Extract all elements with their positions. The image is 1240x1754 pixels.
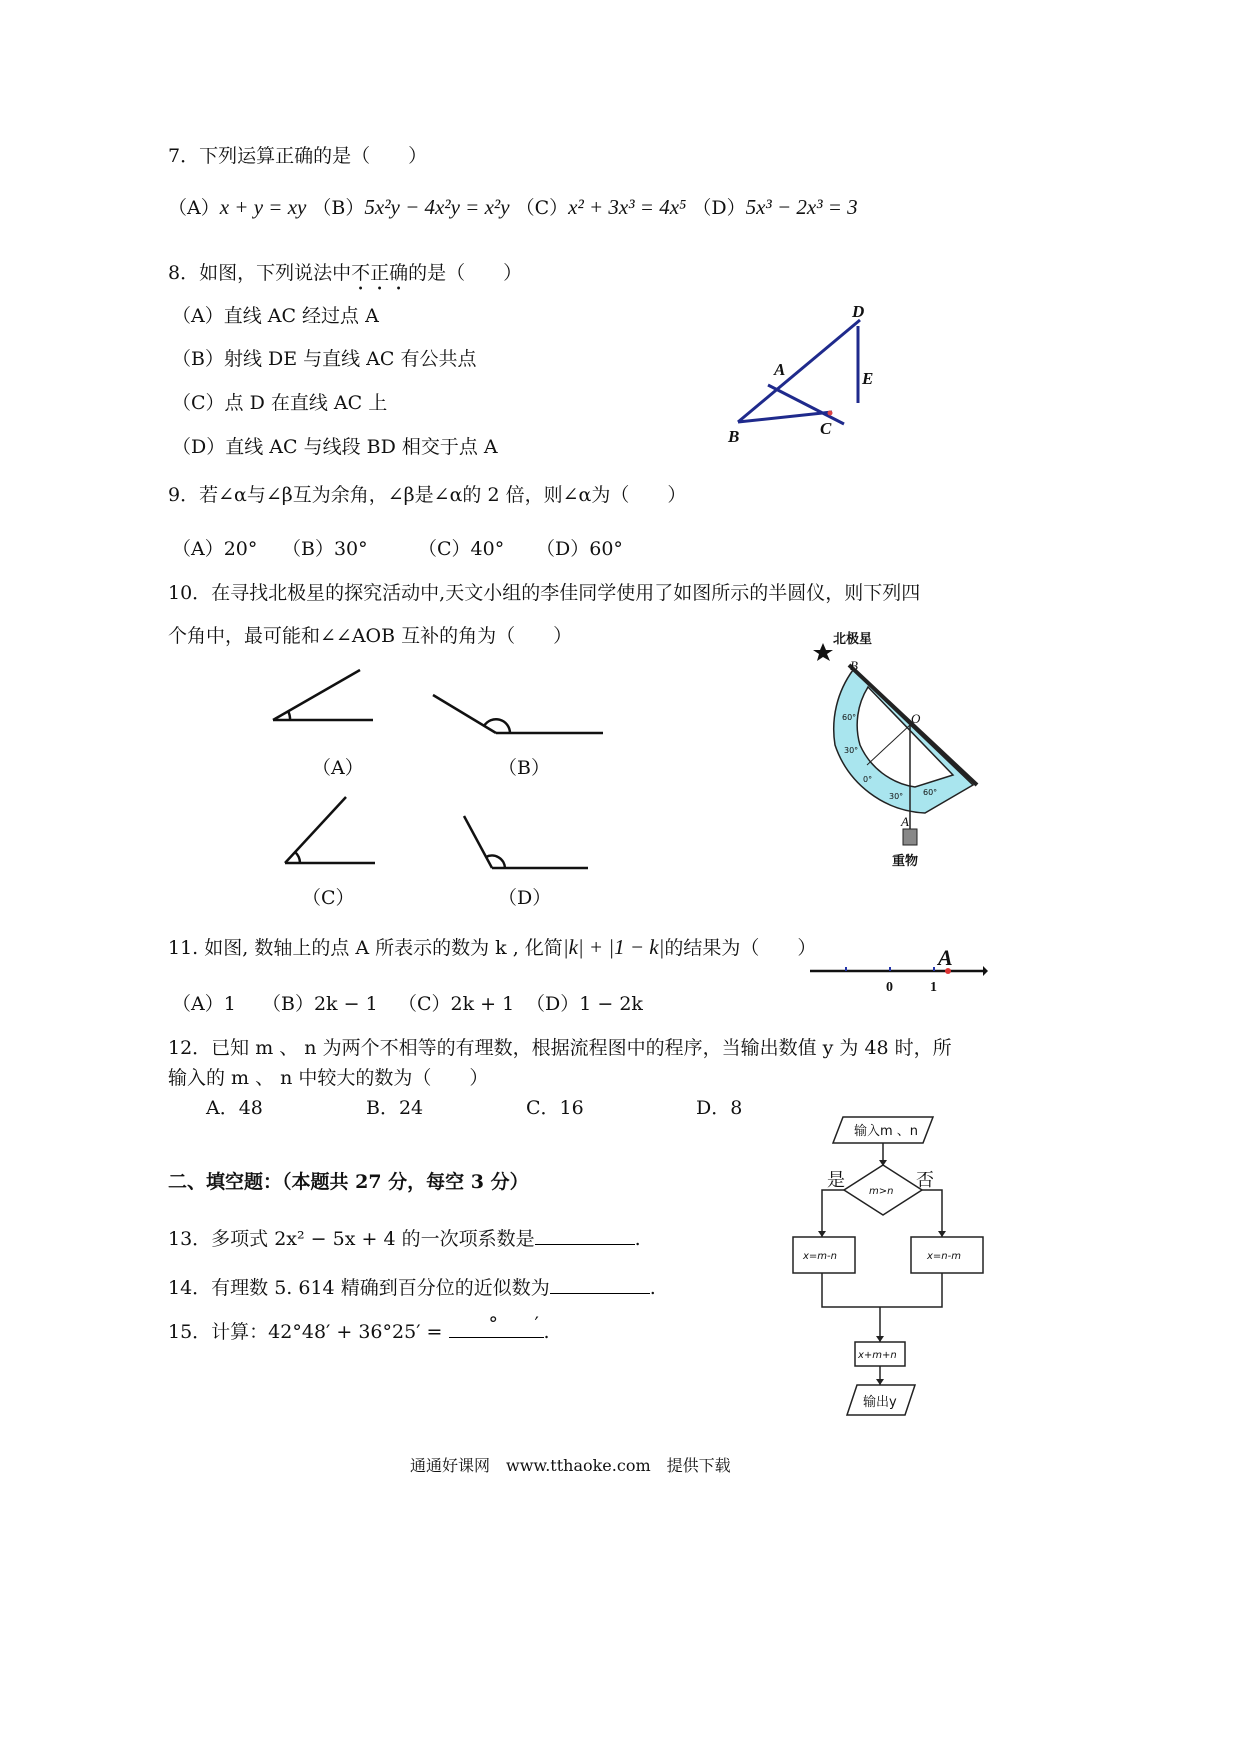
q8-label-c: C	[820, 419, 832, 438]
q7-option-a-expr: x + y = xy	[219, 195, 307, 219]
q8-label-b: B	[728, 427, 740, 446]
q8-label-a: A	[774, 360, 786, 379]
q12-line2: 输入的 m 、 n 中较大的数为（ ）	[168, 1067, 489, 1089]
tick-60-right: 60°	[923, 788, 938, 797]
q11-option-d: （D）1 − 2k	[526, 993, 643, 1015]
flow-input-label: 输入m 、n	[854, 1124, 919, 1139]
q8-stem-pre: 8．如图，下列说法中	[168, 262, 352, 284]
star-icon	[813, 643, 833, 661]
q10-angle-a	[268, 665, 378, 725]
q10-line1: 10．在寻找北极星的探究活动中,天文小组的李佳同学使用了如图所示的半圆仪，则下列四	[168, 582, 921, 604]
q11-expression: |k| + |1 − k|	[562, 935, 665, 959]
q13-answer-blank[interactable]	[535, 1224, 635, 1245]
flow-right-label: x=n-m	[927, 1251, 961, 1262]
q7-option-d-label: （D）	[692, 197, 746, 219]
q7-option-c-label: （C）	[515, 197, 569, 219]
q7-option-c-expr: x² + 3x³ = 4x⁵	[568, 195, 687, 219]
q10-angle-b	[428, 690, 608, 740]
q9-option-a: （A）20°	[172, 538, 258, 560]
q8-stem	[168, 262, 522, 295]
q11-option-b: （B）2k − 1	[262, 993, 378, 1015]
q13-text: 13．多项式 2x² − 5x + 4 的一次项系数是	[168, 1228, 535, 1250]
flow-yes-label: 是	[827, 1170, 845, 1191]
label-a: A	[901, 814, 909, 829]
q12-line1: 12．已知 m 、 n 为两个不相等的有理数，根据流程图中的程序，当输出数值 y 为 48 时，所	[168, 1037, 952, 1059]
q13-period: .	[634, 1228, 641, 1250]
q7-options	[168, 195, 858, 220]
flow-sum-label: x+m+n	[858, 1350, 897, 1361]
q10-protractor-figure	[805, 625, 985, 869]
tick-30-left: 30°	[844, 746, 859, 755]
q8-line-bc	[738, 412, 832, 422]
q8-option-a: （A）直线 AC 经过点 A	[172, 305, 379, 327]
q7-option-a-label: （A）	[168, 197, 220, 219]
label-one: 1	[930, 980, 937, 995]
q15-answer-blank[interactable]	[449, 1313, 544, 1338]
label-star: 北极星	[833, 632, 873, 647]
section-2-heading: 二、填空题：（本题共 27 分，每空 3 分）	[168, 1171, 529, 1193]
q8-stem-emphasis: 不正确	[351, 262, 409, 284]
q12-option-c: C．16	[526, 1097, 584, 1119]
q9-option-b: （B）30°	[282, 538, 368, 560]
q8-stem-post: 的是（ ）	[408, 262, 523, 284]
q8-point-c	[828, 411, 833, 416]
q14-period: .	[649, 1277, 656, 1299]
label-weight: 重物	[892, 854, 919, 869]
q11-option-c: （C）2k + 1	[398, 993, 515, 1015]
q9-option-d: （D）60°	[536, 538, 623, 560]
q7-stem: 7．下列运算正确的是（ ）	[168, 145, 428, 167]
label-a: A	[938, 945, 953, 970]
label-zero: 0	[886, 980, 893, 995]
q11-stem-post: 的结果为（ ）	[664, 937, 817, 959]
q8-option-d: （D）直线 AC 与线段 BD 相交于点 A	[172, 436, 498, 458]
q7-option-d-expr: 5x³ − 2x³ = 3	[745, 195, 858, 219]
page-footer: 通通好课网 www.tthaoke.com 提供下载	[410, 1456, 731, 1475]
q10-angle-d	[460, 812, 590, 872]
q14	[168, 1273, 656, 1300]
tick-30-right: 30°	[889, 792, 904, 801]
q10-line2: 个角中，最可能和∠∠AOB 互补的角为（ ）	[168, 625, 573, 647]
q10-angle-c	[280, 795, 380, 865]
q7-option-b-label: （B）	[312, 197, 365, 219]
q12-option-a: A．48	[206, 1097, 263, 1119]
flow-no-label: 否	[916, 1170, 934, 1191]
flow-output-label: 输出y	[863, 1395, 897, 1410]
weight-block	[903, 829, 917, 845]
q11-option-a: （A）1	[172, 993, 236, 1015]
q14-text: 14．有理数 5. 614 精确到百分位的近似数为	[168, 1277, 550, 1299]
q8-line-db	[738, 320, 860, 422]
q8-option-c: （C）点 D 在直线 AC 上	[172, 392, 388, 414]
q8-figure	[720, 300, 900, 450]
q10-label-d: （D）	[498, 887, 552, 909]
tick-0: 0°	[863, 775, 873, 784]
q10-label-c: （C）	[302, 887, 355, 909]
q11-number-line	[808, 945, 988, 995]
label-o: O	[911, 711, 921, 726]
q15-degree-mark: °	[488, 1313, 499, 1335]
q15-text: 15．计算：42°48′ + 36°25′ =	[168, 1321, 443, 1343]
q12-flowchart	[785, 1110, 990, 1425]
q14-answer-blank[interactable]	[550, 1273, 650, 1294]
flow-left-label: x=m-n	[803, 1251, 837, 1262]
q10-label-a: （A）	[312, 757, 364, 779]
q8-label-e: E	[862, 369, 874, 388]
q9-option-c: （C）40°	[418, 538, 505, 560]
q12-option-d: D．8	[696, 1097, 743, 1119]
q15-minute-mark: ′	[534, 1313, 539, 1335]
q10-label-b: （B）	[498, 757, 550, 779]
q7-option-b-expr: 5x²y − 4x²y = x²y	[364, 195, 510, 219]
q11-stem-pre: 11. 如图, 数轴上的点 A 所表示的数为 k , 化简	[168, 937, 563, 959]
q12-option-b: B．24	[366, 1097, 424, 1119]
tick-60-left: 60°	[842, 713, 857, 722]
q15-period: .	[543, 1321, 550, 1343]
q13	[168, 1224, 641, 1251]
q8-label-d: D	[852, 302, 865, 321]
q8-option-b: （B）射线 DE 与直线 AC 有公共点	[172, 348, 477, 370]
label-b: B	[850, 658, 858, 673]
q9-stem: 9．若∠α与∠β互为余角，∠β是∠α的 2 倍，则∠α为（ ）	[168, 484, 687, 506]
flow-cond-label: m>n	[869, 1186, 894, 1197]
q15	[168, 1313, 550, 1344]
q11-stem	[168, 935, 816, 960]
axis-arrow-icon	[983, 966, 988, 976]
